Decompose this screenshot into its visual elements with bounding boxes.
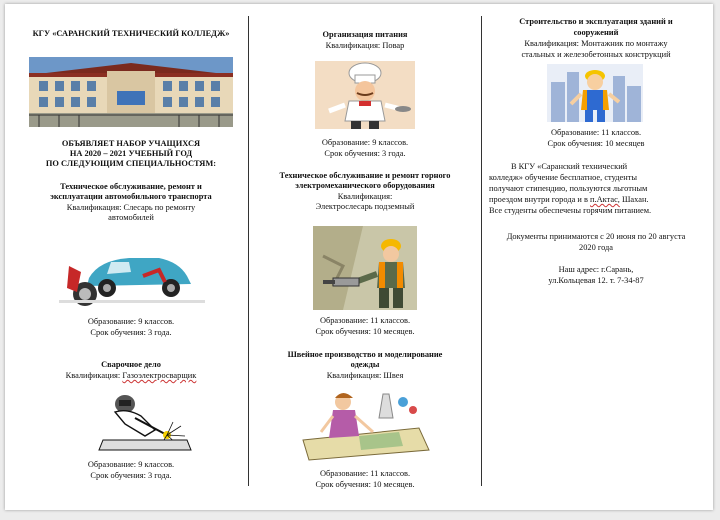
spec6-qualification-line-2: стальных и железобетонных конструкций	[521, 50, 671, 59]
spec1-education: Образование: 9 классов.	[87, 317, 175, 326]
spec1-title-line-1: Техническое обслуживание, ремонт и	[60, 182, 202, 191]
documents-line-1: Документы принимаются с 20 июня по 20 августа	[506, 232, 686, 241]
spec4-term: Срок обучения: 10 месяцев.	[315, 327, 415, 336]
college-name: КГУ «САРАНСКИЙ ТЕХНИЧЕСКИЙ КОЛЛЕДЖ»	[32, 29, 230, 38]
spec6-term: Срок обучения: 10 месяцев	[547, 139, 645, 148]
documents-line-2: 2020 года	[579, 243, 613, 252]
spec2-title: Сварочное дело	[101, 360, 161, 369]
column-divider-right	[481, 16, 482, 486]
spec1-term: Срок обучения: 3 года.	[90, 328, 172, 337]
spec3-education: Образование: 9 классов.	[321, 138, 409, 147]
spec3-title: Организация питания	[322, 30, 408, 39]
spec3-term: Срок обучения: 3 года.	[324, 149, 406, 158]
column-right	[489, 4, 703, 510]
spec2-qualification-label: Квалификация:	[65, 371, 123, 380]
college-building-photo	[29, 57, 233, 127]
builder-illustration	[547, 64, 643, 122]
spec6-qualification-line-1: Квалификация: Монтажник по монтажу	[524, 39, 668, 48]
info-line-4	[489, 195, 703, 205]
info-line-3: получают стипендию, пользуются льготным	[489, 184, 648, 193]
spec6-education: Образование: 11 классов.	[550, 128, 642, 137]
info-line-2: колледж» обучение бесплатное, студенты	[489, 173, 637, 182]
info-line-4-place: п.Актас,	[590, 195, 620, 204]
spec2-qualification	[23, 371, 239, 381]
info-line-4-part-3: Шахан.	[619, 195, 649, 204]
spec2-term: Срок обучения: 3 года.	[90, 471, 172, 480]
spec5-education: Образование: 11 классов.	[319, 469, 411, 478]
spec4-education: Образование: 11 классов.	[319, 316, 411, 325]
spec5-title-line-1: Швейное производство и моделирование	[287, 350, 443, 359]
info-line-1: В КГУ «Саранский технический	[511, 162, 628, 171]
spec4-qualification-line-1: Квалификация:	[337, 192, 393, 201]
chef-illustration	[315, 61, 415, 129]
spec4-qualification-line-2: Электрослесарь подземный	[315, 202, 415, 211]
address-line-2: ул.Кольцевая 12. т. 7-34-87	[548, 276, 644, 285]
spec6-title-line-2: сооружений	[573, 28, 619, 37]
spec3-qualification: Квалификация: Повар	[325, 41, 405, 50]
announce-line-3: ПО СЛЕДУЮЩИМ СПЕЦИАЛЬНОСТЯМ:	[45, 159, 217, 168]
spec5-term: Срок обучения: 10 месяцев.	[315, 480, 415, 489]
column-left	[23, 4, 239, 510]
spec1-title-line-2: эксплуатации автомобильного транспорта	[50, 192, 212, 201]
brochure-page	[5, 4, 713, 510]
spec4-title-line-1: Техническое обслуживание и ремонт горного	[279, 171, 451, 180]
spec2-qualification-value: Газоэлектросварщик	[122, 371, 197, 380]
announce-line-2: НА 2020 – 2021 УЧЕБНЫЙ ГОД	[69, 149, 193, 158]
spec6-title-line-1: Строительство и эксплуатация зданий и	[519, 17, 673, 26]
address-line-1: Наш адрес: г.Сарань,	[558, 265, 634, 274]
welder-illustration	[95, 390, 195, 452]
spec5-qualification: Квалификация: Швея	[326, 371, 404, 380]
spec1-qualification-line-1: Квалификация: Слесарь по ремонту	[66, 203, 196, 212]
seamstress-illustration	[299, 388, 431, 462]
spec1-qualification-line-2: автомобилей	[108, 213, 154, 222]
info-line-4-part-1: проездом внутри города и в	[489, 195, 591, 204]
column-divider-left	[248, 16, 249, 486]
info-line-5: Все студенты обеспечены горячим питанием.	[489, 206, 652, 215]
car-repair-illustration	[59, 236, 205, 310]
spec2-education: Образование: 9 классов.	[87, 460, 175, 469]
column-middle	[255, 4, 475, 510]
spec4-title-line-2: электромеханического оборудования	[295, 181, 435, 190]
announce-line-1: ОБЪЯВЛЯЕТ НАБОР УЧАЩИХСЯ	[61, 139, 201, 148]
spec5-title-line-2: одежды	[350, 360, 380, 369]
miner-illustration	[313, 226, 417, 310]
